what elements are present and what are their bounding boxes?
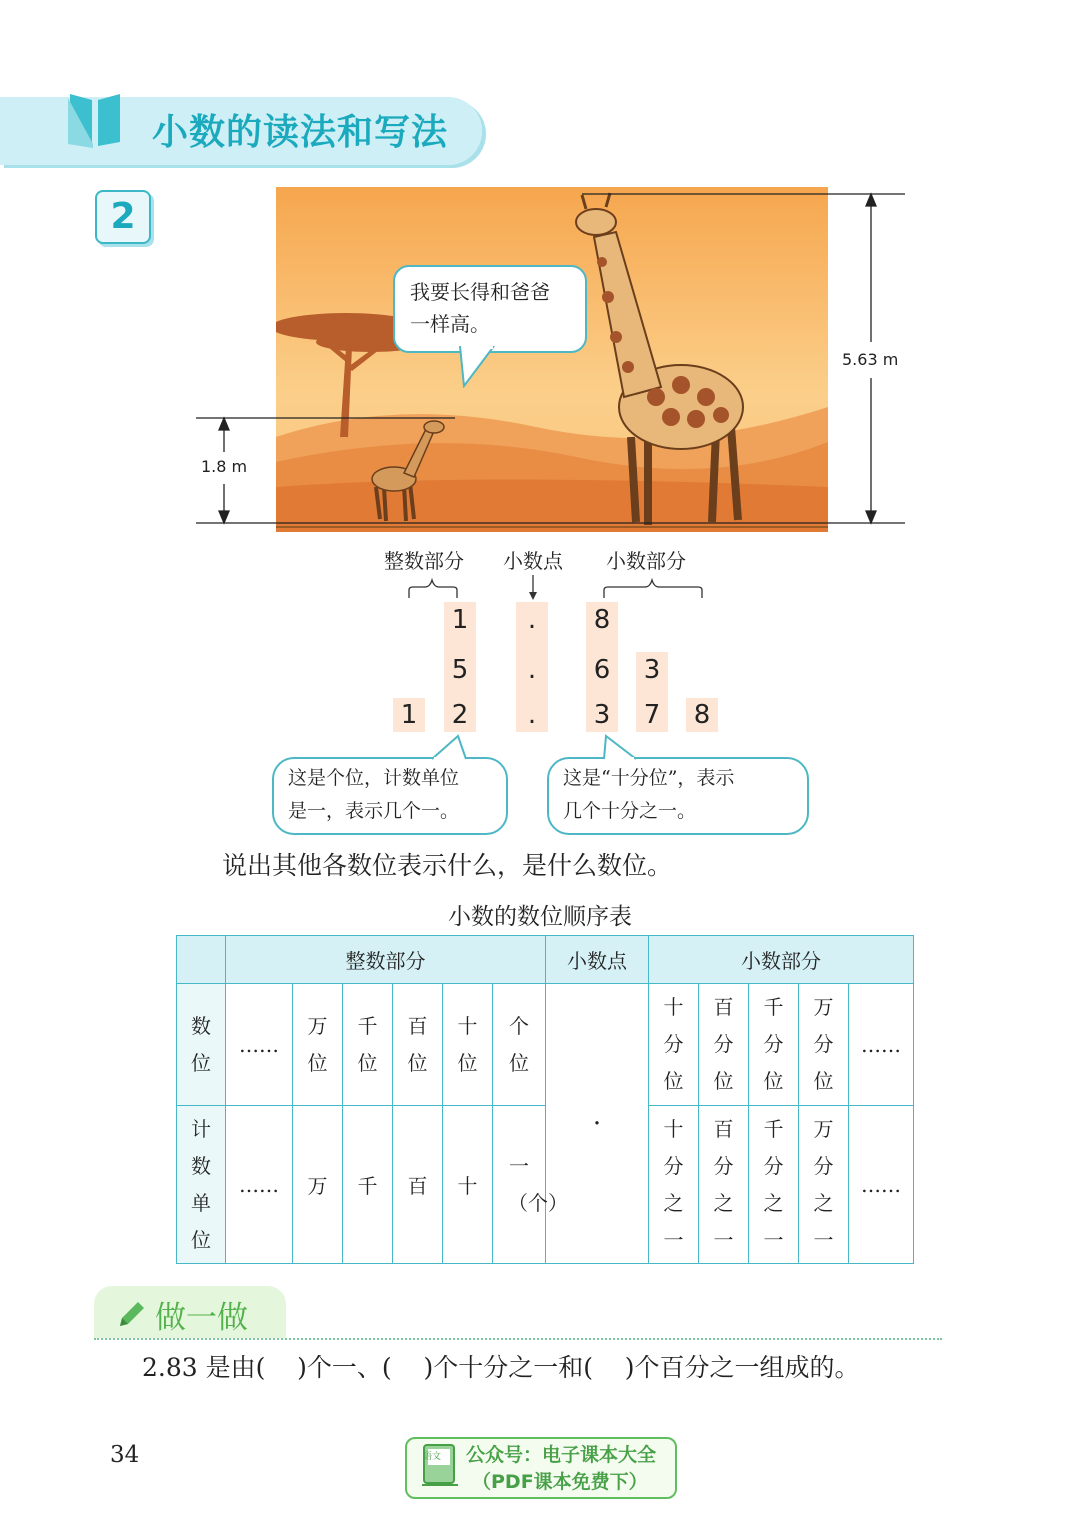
- watermark-line-1: 公众号：电子课本大全: [466, 1444, 657, 1466]
- decimal-point: .: [527, 605, 537, 635]
- tenths-callout-line-2: 几个十分之一。: [563, 800, 697, 822]
- unit-cell: 千: [343, 1106, 393, 1264]
- header-decimal-part: 小数部分: [649, 936, 914, 984]
- place-cell: 十位: [443, 984, 493, 1106]
- digit: 3: [593, 700, 611, 730]
- ones-callout-tail: [430, 734, 470, 760]
- decimal-unit-cell: 百分之一: [699, 1106, 749, 1264]
- small-height-label: 1.8 m: [201, 457, 248, 476]
- digit: 6: [593, 655, 611, 685]
- digit: 8: [593, 605, 611, 635]
- decimal-place-cell: 千分位: [749, 984, 799, 1106]
- place-cell: 万位: [293, 984, 343, 1106]
- ones-callout-text: [288, 762, 459, 828]
- decimal-point: .: [527, 700, 537, 730]
- table-header-row: [177, 936, 914, 984]
- decimal-unit-cell: 万分之一: [799, 1106, 849, 1264]
- place-cell: 千位: [343, 984, 393, 1106]
- unit-cell: 一（个）: [493, 1106, 546, 1264]
- decimal-unit-cell: 十分之一: [649, 1106, 699, 1264]
- large-height-label: 5.63 m: [842, 350, 899, 369]
- watermark-icon-text: 语文: [423, 1452, 442, 1462]
- decimal-point-label: 小数点: [503, 549, 563, 573]
- decimal-place-cell: 万分位: [799, 984, 849, 1106]
- page-title: 小数的读法和写法: [152, 111, 449, 153]
- practice-label: 做一做: [155, 1300, 248, 1336]
- decimal-place-cell: 十分位: [649, 984, 699, 1106]
- watermark-line-2: （PDF课本免费下）: [472, 1471, 648, 1493]
- header-decimal-point: 小数点: [546, 936, 649, 984]
- dimension-lines: [0, 0, 1080, 560]
- unit-cell: 十: [443, 1106, 493, 1264]
- decimal-point: .: [527, 655, 537, 685]
- tenths-callout-line-1: 这是“十分位”，表示: [563, 767, 735, 789]
- tenths-callout-text: [563, 762, 734, 828]
- exercise-text: 2.83 是由( )个一、( )个十分之一和( )个百分之一组成的。: [142, 1353, 860, 1382]
- instruction-text: 说出其他各数位表示什么，是什么数位。: [222, 851, 673, 880]
- speech-line-1: 我要长得和爸爸: [410, 280, 550, 304]
- pencil-icon: [114, 1298, 148, 1332]
- digit: 8: [693, 700, 711, 730]
- unit-cell: 百: [393, 1106, 443, 1264]
- ones-callout-line-2: 是一，表示几个一。: [288, 800, 460, 822]
- integer-part-label: 整数部分: [384, 549, 464, 573]
- place-cell: 个位: [493, 984, 546, 1106]
- decimal-part-label: 小数部分: [606, 549, 686, 573]
- unit-row: [177, 1106, 914, 1264]
- decimal-point-cell: ·: [546, 984, 649, 1264]
- decimal-unit-cell: 千分之一: [749, 1106, 799, 1264]
- digit: 7: [643, 700, 661, 730]
- corner-cell: [177, 936, 226, 984]
- header-integer-part: 整数部分: [226, 936, 546, 984]
- ellipsis-cell: ……: [849, 984, 914, 1106]
- place-cell: 百位: [393, 984, 443, 1106]
- ellipsis-cell: ……: [226, 984, 293, 1106]
- speech-line-2: 一样高。: [410, 312, 490, 336]
- ellipsis-cell: ……: [226, 1106, 293, 1264]
- row-label-place: 数位: [177, 984, 226, 1106]
- decimal-place-cell: 百分位: [699, 984, 749, 1106]
- dotted-divider: [94, 1338, 942, 1340]
- ellipsis-cell: ……: [849, 1106, 914, 1264]
- place-row: [177, 984, 914, 1106]
- digit: 5: [451, 655, 469, 685]
- section-number: 2: [110, 196, 136, 237]
- digit: 2: [451, 700, 469, 730]
- tenths-callout-tail: [600, 734, 640, 760]
- page-number: 34: [110, 1442, 140, 1468]
- unit-cell: 万: [293, 1106, 343, 1264]
- ones-callout-line-1: 这是个位，计数单位: [288, 767, 460, 789]
- table-title: 小数的数位顺序表: [448, 904, 632, 930]
- digit: 3: [643, 655, 661, 685]
- row-label-unit: 计数单位: [177, 1106, 226, 1264]
- digit: 1: [400, 700, 418, 730]
- digit: 1: [451, 605, 469, 635]
- place-value-table: [176, 935, 914, 1264]
